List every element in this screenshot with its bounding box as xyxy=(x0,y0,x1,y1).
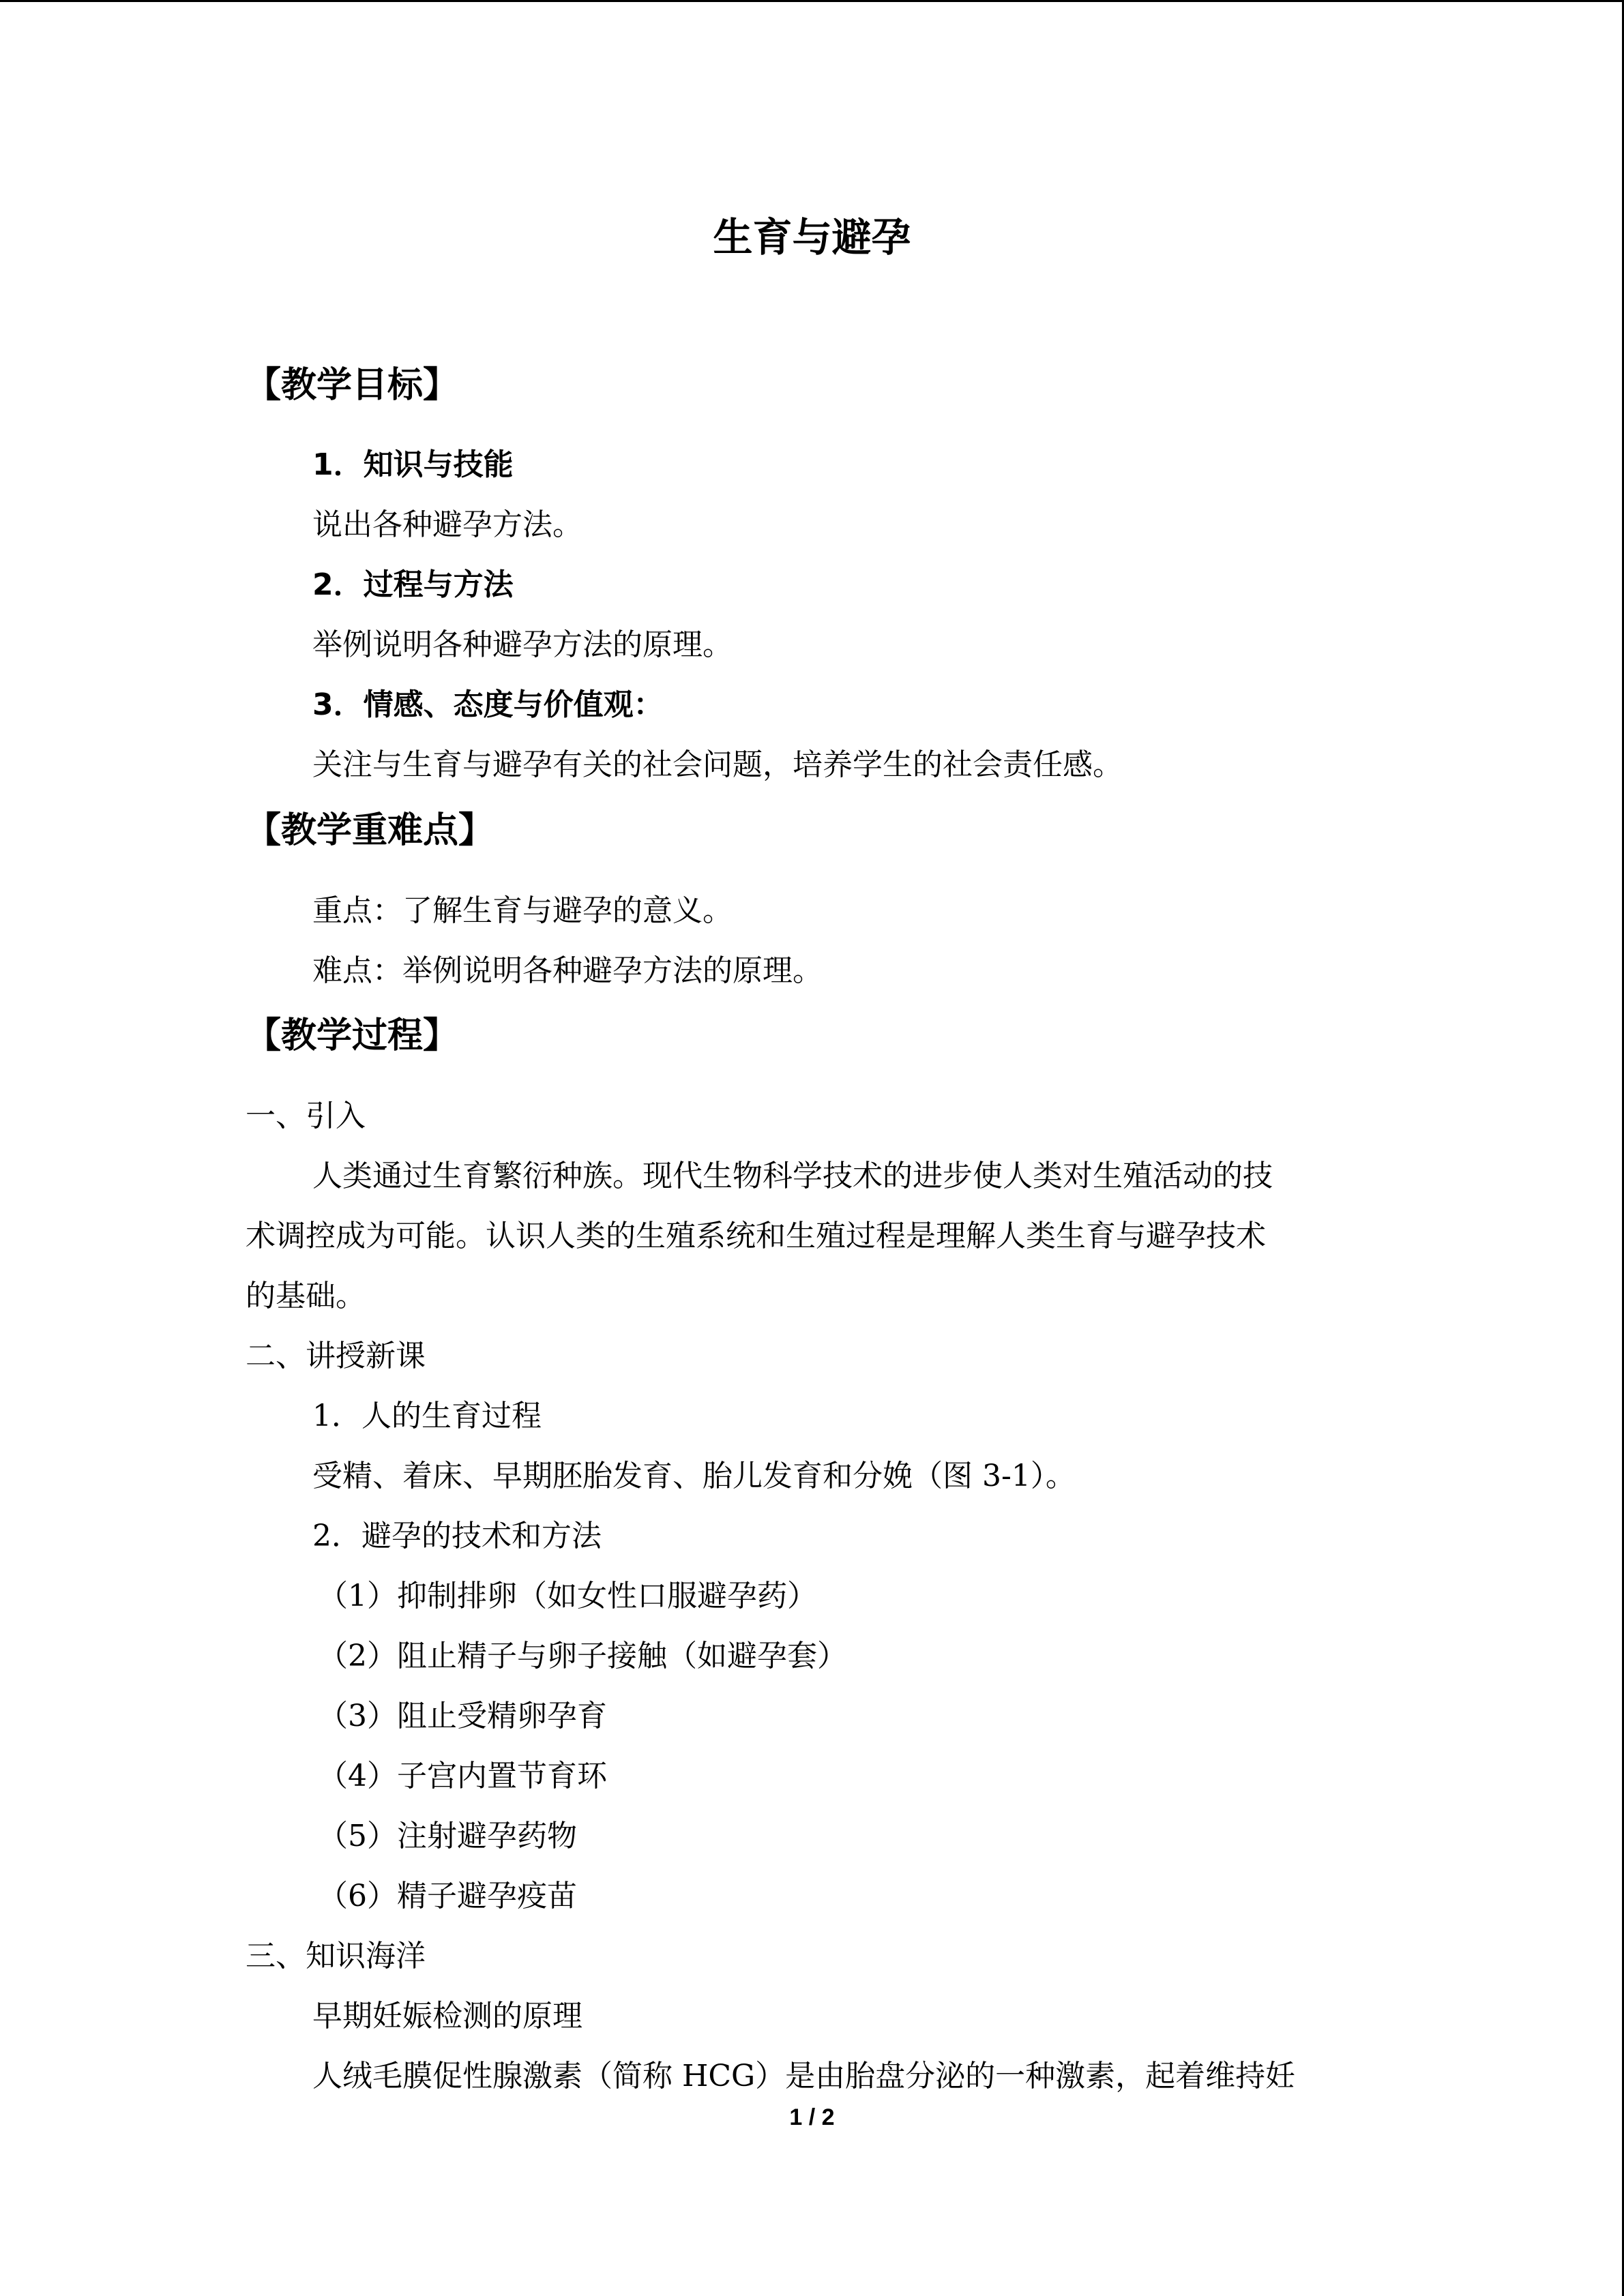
sub2-title: 2．避孕的技术和方法 xyxy=(312,1519,602,1553)
method-item: （2）阻止精子与卵子接触（如避孕套） xyxy=(318,1639,847,1673)
objective-1-text: 说出各种避孕方法。 xyxy=(312,507,582,542)
knowledge-text: 人绒毛膜促性腺激素（简称 HCG）是由胎盘分泌的一种激素，起着维持妊 xyxy=(312,2059,1296,2093)
page-title: 生育与避孕 xyxy=(713,214,911,260)
key-point-difficulty: 难点：举例说明各种避孕方法的原理。 xyxy=(312,953,823,988)
method-item: （4）子宫内置节育环 xyxy=(318,1759,607,1793)
method-item: （6）精子避孕疫苗 xyxy=(318,1879,577,1913)
objective-3-text: 关注与生育与避孕有关的社会问题，培养学生的社会责任感。 xyxy=(312,747,1123,782)
sub1-text: 受精、着床、早期胚胎发育、胎儿发育和分娩（图 3-1）。 xyxy=(312,1459,1076,1493)
section-heading-process: 【教学过程】 xyxy=(246,1015,459,1056)
section-heading-objectives: 【教学目标】 xyxy=(246,365,459,406)
method-item: （5）注射避孕药物 xyxy=(318,1819,577,1853)
intro-line-3: 的基础。 xyxy=(246,1279,366,1313)
intro-title: 一、引入 xyxy=(246,1099,366,1133)
sub1-title: 1．人的生育过程 xyxy=(312,1399,542,1433)
objective-1-title: 1．知识与技能 xyxy=(312,447,514,482)
knowledge-subtitle: 早期妊娠检测的原理 xyxy=(312,1999,582,2033)
key-point-focus: 重点：了解生育与避孕的意义。 xyxy=(312,893,733,928)
objective-3-title: 3．情感、态度与价值观： xyxy=(312,687,664,722)
section-heading-key-points: 【教学重难点】 xyxy=(246,810,494,851)
intro-line-2: 术调控成为可能。认识人类的生殖系统和生殖过程是理解人类生育与避孕技术 xyxy=(246,1219,1266,1253)
page-number: 1 / 2 xyxy=(789,2104,835,2130)
method-item: （1）抑制排卵（如女性口服避孕药） xyxy=(318,1579,817,1613)
lecture-title: 二、讲授新课 xyxy=(246,1339,426,1373)
knowledge-title: 三、知识海洋 xyxy=(246,1939,426,1973)
objective-2-text: 举例说明各种避孕方法的原理。 xyxy=(312,627,733,662)
method-item: （3）阻止受精卵孕育 xyxy=(318,1699,607,1733)
objective-2-title: 2．过程与方法 xyxy=(312,567,514,602)
intro-line-1: 人类通过生育繁衍种族。现代生物科学技术的进步使人类对生殖活动的技 xyxy=(312,1159,1273,1193)
